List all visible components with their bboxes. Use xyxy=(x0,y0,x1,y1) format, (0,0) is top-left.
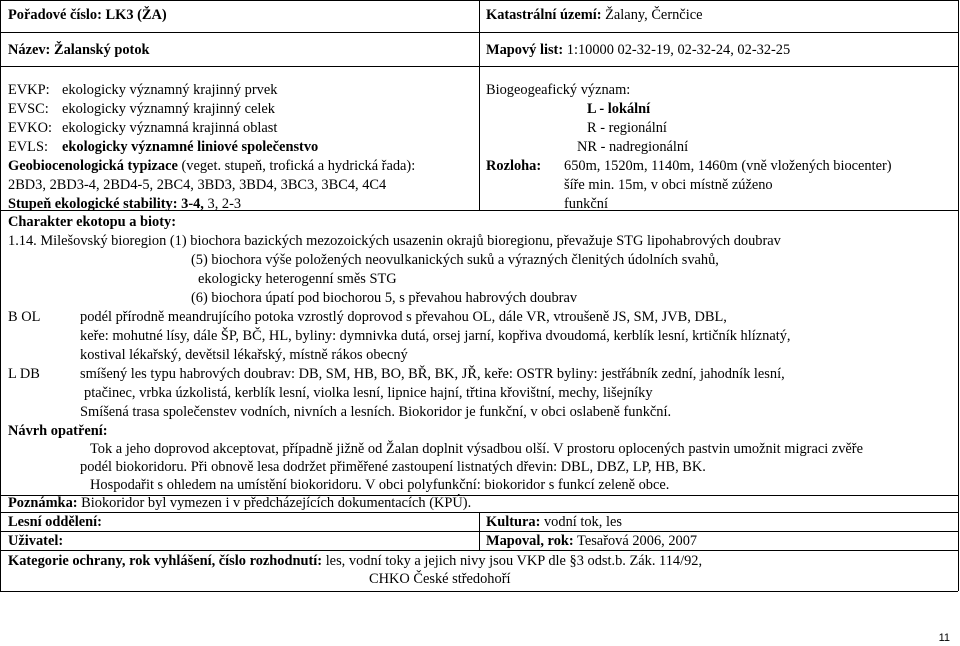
bol-line: podél přírodně meandrujícího potoka vzrostlý doprovod s převahou OL, dále VR, vtroušeně JS, SM, JVB, DBL, xyxy=(80,309,727,325)
poznamka: Poznámka: Biokoridor byl vymezen i v předcházejících dokumentacích (KPÚ). xyxy=(8,495,472,511)
biogeo-title: Biogeogeafický význam: xyxy=(486,82,631,98)
legend-evls: EVLS: ekologicky významné liniové společenstvo xyxy=(8,139,319,155)
mapovy-list: Mapový list: 1:10000 02-32-19, 02-32-24, 02-32-25 xyxy=(486,42,791,58)
bol-line: keře: mohutné lísy, dále ŠP, BČ, HL, byliny: dymnivka dutá, orsej jarní, kopřiva dvoudomá, kerblík lesní, krtičník hlíznatý, xyxy=(80,328,791,344)
kategorie-ochrany-2: CHKO České středohoří xyxy=(369,571,511,587)
nazev: Název: Žalanský potok xyxy=(8,42,150,58)
rule xyxy=(0,0,1,591)
charakter-line: 1.14. Milešovský bioregion (1) biochora bazických mezozoických usazenin okrajů bioregionu, převažuje STG lipohabrových doubrav xyxy=(8,233,781,249)
kategorie-ochrany: Kategorie ochrany, rok vyhlášení, číslo rozhodnutí: les, vodní toky a jejich nivy jsou VKP dle §3 odst.b. Zák. 114/92, xyxy=(8,553,703,569)
page-number: 11 xyxy=(938,632,950,644)
biogeo-regionalni: R - regionální xyxy=(587,120,667,136)
rozloha: Rozloha: 650m, 1520m, 1140m, 1460m (vně vložených biocenter) xyxy=(486,158,892,174)
kultura: Kultura: vodní tok, les xyxy=(486,514,622,530)
legend-evko: EVKO: ekologicky významná krajinná oblast xyxy=(8,120,278,136)
charakter-line: (5) biochora výše položených neovulkanických suků a výrazných členitých údolních svahů, xyxy=(191,252,719,268)
uzivatel: Uživatel: xyxy=(8,533,64,549)
rozloha-sire: šíře min. 15m, v obci místně zúženo xyxy=(564,177,773,193)
poradove-cislo: Pořadové číslo: LK3 (ŽA) xyxy=(8,7,167,23)
rule xyxy=(0,550,958,551)
rule xyxy=(479,0,480,210)
bol-line: kostival lékařský, devětsil lékařský, místně rákos obecný xyxy=(80,347,408,363)
ldb-key: L DB xyxy=(8,366,40,382)
rule xyxy=(958,0,959,591)
lesni-oddeleni: Lesní oddělení: xyxy=(8,514,102,530)
charakter-line: (6) biochora úpatí pod biochorou 5, s převahou habrových doubrav xyxy=(191,290,578,306)
rule xyxy=(0,591,958,592)
navrh-label: Návrh opatření: xyxy=(8,423,108,439)
ldb-line: ptačinec, vrbka úzkolistá, kerblík lesní, violka lesní, lipnice hajní, třtina křovištní, mechy, lišejníky xyxy=(84,385,653,401)
charakter-line: ekologicky heterogenní směs STG xyxy=(198,271,397,287)
ldb-line: Smíšená trasa společenstev vodních, nivních a lesních. Biokoridor je funkční, v obci oslabeně funkční. xyxy=(80,404,672,420)
rozloha-funkcni: funkční xyxy=(564,196,608,212)
typizace-codes: 2BD3, 2BD3-4, 2BD4-5, 2BC4, 3BD3, 3BD4, 3BC3, 3BC4, 4C4 xyxy=(8,177,387,193)
stupen-stability: Stupeň ekologické stability: 3-4, 3, 2-3 xyxy=(8,196,242,212)
navrh-line: Hospodařit s ohledem na umístění biokoridoru. V obci polyfunkční: biokoridor s funkcí zeleně obce. xyxy=(90,477,670,493)
navrh-line: Tok a jeho doprovod akceptovat, případně jižně od Žalan doplnit výsadbou olší. V prostoru oplocených pastvin umožnit migraci zvěře xyxy=(90,441,863,457)
bol-key: B OL xyxy=(8,309,41,325)
ldb-line: smíšený les typu habrových doubrav: DB, SM, HB, BO, BŘ, BK, JŘ, keře: OSTR byliny: jestřábník zední, jahodník lesní, xyxy=(80,366,785,382)
charakter-label: Charakter ekotopu a bioty: xyxy=(8,214,177,230)
typizace: Geobiocenologická typizace (veget. stupeň, trofická a hydrická řada): xyxy=(8,158,416,174)
legend-evsc: EVSC: ekologicky významný krajinný celek xyxy=(8,101,275,117)
legend-evkp: EVKP: ekologicky významný krajinný prvek xyxy=(8,82,278,98)
katastralni-uzemi: Katastrální území: Žalany, Černčice xyxy=(486,7,703,23)
mapoval: Mapoval, rok: Tesařová 2006, 2007 xyxy=(486,533,698,549)
navrh-line: podél biokoridoru. Při obnově lesa dodržet přiměřené zastoupení listnatých dřevin: DBL, DBZ, LP, HB, BK. xyxy=(80,459,706,475)
biogeo-nadregionalni: NR - nadregionální xyxy=(577,139,689,155)
biogeo-lokalni: L - lokální xyxy=(587,101,651,117)
rule xyxy=(479,512,480,550)
